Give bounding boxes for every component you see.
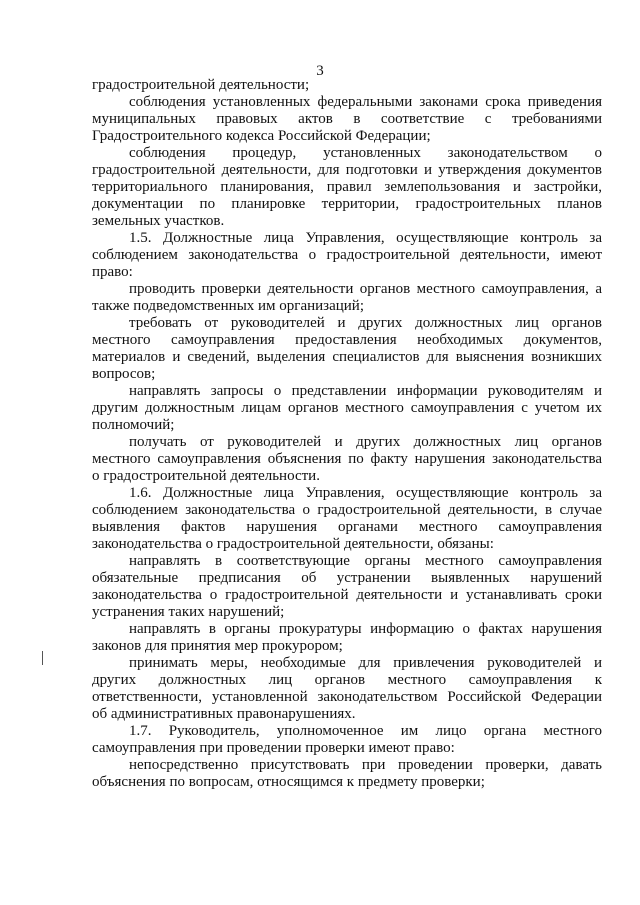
text-line: земельных участков.	[92, 213, 225, 229]
page-number: 3	[316, 63, 324, 79]
text-line: документации по планировке территории, градостроительных планов	[92, 196, 602, 212]
text-line: направлять в соответствующие органы местного самоуправления	[129, 553, 602, 569]
text-line: непосредственно присутствовать при проведении проверки, давать	[129, 757, 602, 773]
text-line: право:	[92, 264, 133, 280]
text-line: 1.5. Должностные лица Управления, осуществляющие контроль за	[129, 230, 602, 246]
text-line: градостроительной деятельности;	[92, 77, 310, 93]
text-line: местного самоуправления предоставления необходимых документов,	[92, 332, 602, 348]
text-line: принимать меры, необходимые для привлечения руководителей и	[129, 655, 602, 671]
text-line: материалов и сведений, выделения специалистов для выяснения возникших	[92, 349, 602, 365]
text-line: ответственности, установленной законодательством Российской Федерации	[92, 689, 602, 705]
text-line: соблюдения установленных федеральными законами срока приведения	[129, 94, 602, 110]
text-line: других должностных лиц органов местного самоуправления к	[92, 672, 602, 688]
text-line: устранения таких нарушений;	[92, 604, 285, 620]
text-line: соблюдением законодательства о градостроительной деятельности, имеют	[92, 247, 602, 263]
document-body	[92, 77, 602, 791]
text-line: другим должностным лицам органов местного самоуправления с учетом их	[92, 400, 602, 416]
text-line: объяснения по вопросам, относящимся к предмету проверки;	[92, 774, 485, 790]
text-line: требовать от руководителей и других должностных лиц органов	[129, 315, 602, 331]
text-line: полномочий;	[92, 417, 175, 433]
text-line: законодательства о градостроительной деятельности и устанавливать сроки	[92, 587, 602, 603]
text-line: законов для принятия мер прокурором;	[92, 638, 343, 654]
text-line: проводить проверки деятельности органов местного самоуправления, а	[129, 281, 602, 297]
margin-mark	[42, 651, 43, 665]
text-line: градостроительной деятельности, для подготовки и утверждения документов	[92, 162, 602, 178]
text-line: о градостроительной деятельности.	[92, 468, 320, 484]
text-line: обязательные предписания об устранении выявленных нарушений	[92, 570, 602, 586]
text-line: 1.7. Руководитель, уполномоченное им лицо органа местного	[129, 723, 602, 739]
text-line: направлять в органы прокуратуры информацию о фактах нарушения	[129, 621, 602, 637]
text-line: об административных правонарушениях.	[92, 706, 356, 722]
text-line: вопросов;	[92, 366, 156, 382]
text-line: Градостроительного кодекса Российской Федерации;	[92, 128, 431, 144]
text-line: территориального планирования, правил землепользования и застройки,	[92, 179, 602, 195]
text-line: муниципальных правовых актов в соответствие с требованиями	[92, 111, 602, 127]
text-line: получать от руководителей и других должностных лиц органов	[129, 434, 602, 450]
text-line: соблюдения процедур, установленных законодательством о	[129, 145, 602, 161]
text-line: выявления фактов нарушения органами местного самоуправления	[92, 519, 602, 535]
text-line: законодательства о градостроительной деятельности, обязаны:	[92, 536, 494, 552]
text-line: направлять запросы о представлении информации руководителям и	[129, 383, 602, 399]
text-line: также подведомственных им организаций;	[92, 298, 364, 314]
text-line: 1.6. Должностные лица Управления, осуществляющие контроль за	[129, 485, 602, 501]
text-line: соблюдением законодательства о градостроительной деятельности, в случае	[92, 502, 602, 518]
text-line: местного самоуправления объяснения по факту нарушения законодательства	[92, 451, 602, 467]
text-line: самоуправления при проведении проверки имеют право:	[92, 740, 455, 756]
